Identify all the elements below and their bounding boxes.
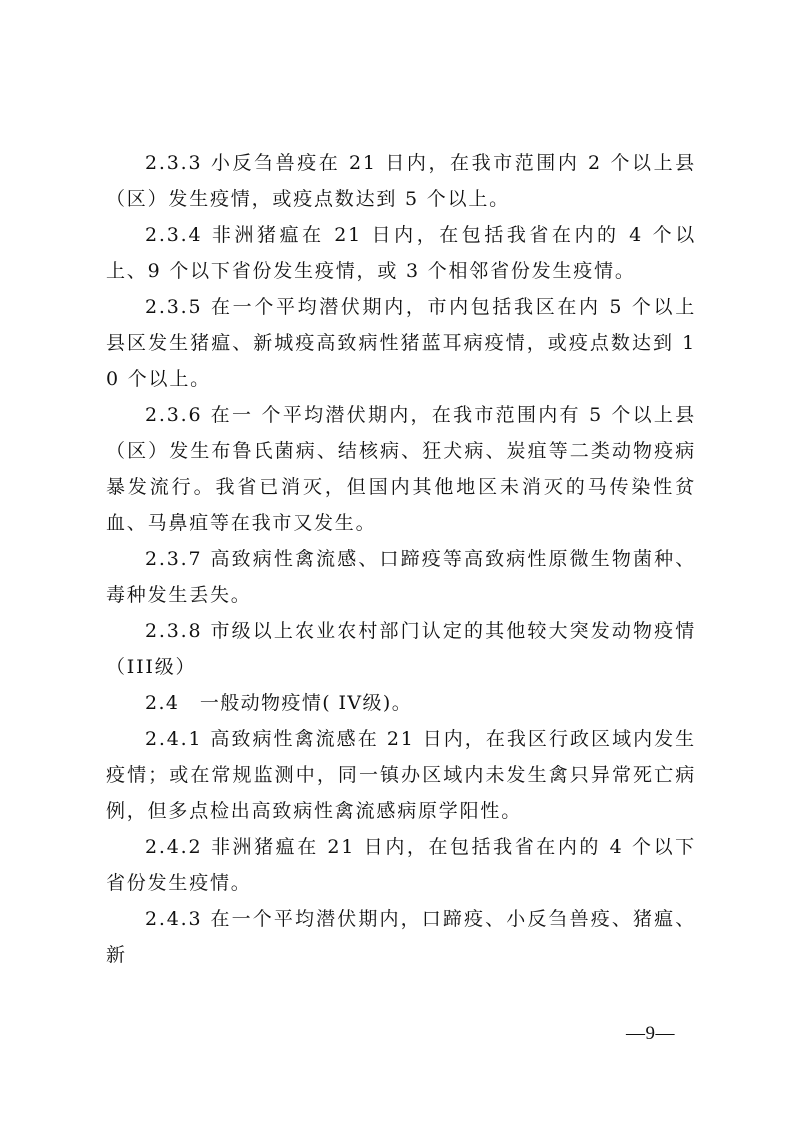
section-heading-2-4: 2.4 一般动物疫情( IV级)。 — [145, 692, 413, 714]
paragraph-2-3-7: 2.3.7 高致病性禽流感、口蹄疫等高致病性原微生物菌种、毒种发生丢失。 — [106, 548, 696, 606]
paragraph-2-4-2: 2.4.2 非洲猪瘟在 21 日内，在包括我省在内的 4 个以下省份发生疫情。 — [106, 836, 696, 894]
paragraph-2-3-5: 2.3.5 在一个平均潜伏期内，市内包括我区在内 5 个以上县区发生猪瘟、新城疫高致病性猪蓝耳病疫情，或疫点数达到 10 个以上。 — [106, 296, 696, 390]
paragraph-2-3-4: 2.3.4 非洲猪瘟在 21 日内，在包括我省在内的 4 个以上、9 个以下省份发生疫情，或 3 个相邻省份发生疫情。 — [106, 224, 696, 282]
page-number: —9— — [626, 1023, 675, 1044]
paragraph-2-3-8: 2.3.8 市级以上农业农村部门认定的其他较大突发动物疫情（III级） — [106, 620, 696, 678]
paragraph-2-4-1: 2.4.1 高致病性禽流感在 21 日内，在我区行政区域内发生疫情；或在常规监测中，同一镇办区域内未发生禽只异常死亡病例，但多点检出高致病性禽流感病原学阳性。 — [106, 728, 696, 822]
paragraph-2-3-6: 2.3.6 在一 个平均潜伏期内，在我市范围内有 5 个以上县（区）发生布鲁氏菌病、结核病、狂犬病、炭疽等二类动物疫病暴发流行。我省已消灭，但国内其他地区未消灭的马传染性贫血、马鼻疽等在我市又发生。 — [106, 404, 696, 534]
body-text — [106, 145, 696, 973]
paragraph-2-3-3: 2.3.3 小反刍兽疫在 21 日内，在我市范围内 2 个以上县（区）发生疫情，或疫点数达到 5 个以上。 — [106, 152, 696, 210]
paragraph-2-4-3: 2.4.3 在一个平均潜伏期内，口蹄疫、小反刍兽疫、猪瘟、新 — [106, 908, 696, 966]
